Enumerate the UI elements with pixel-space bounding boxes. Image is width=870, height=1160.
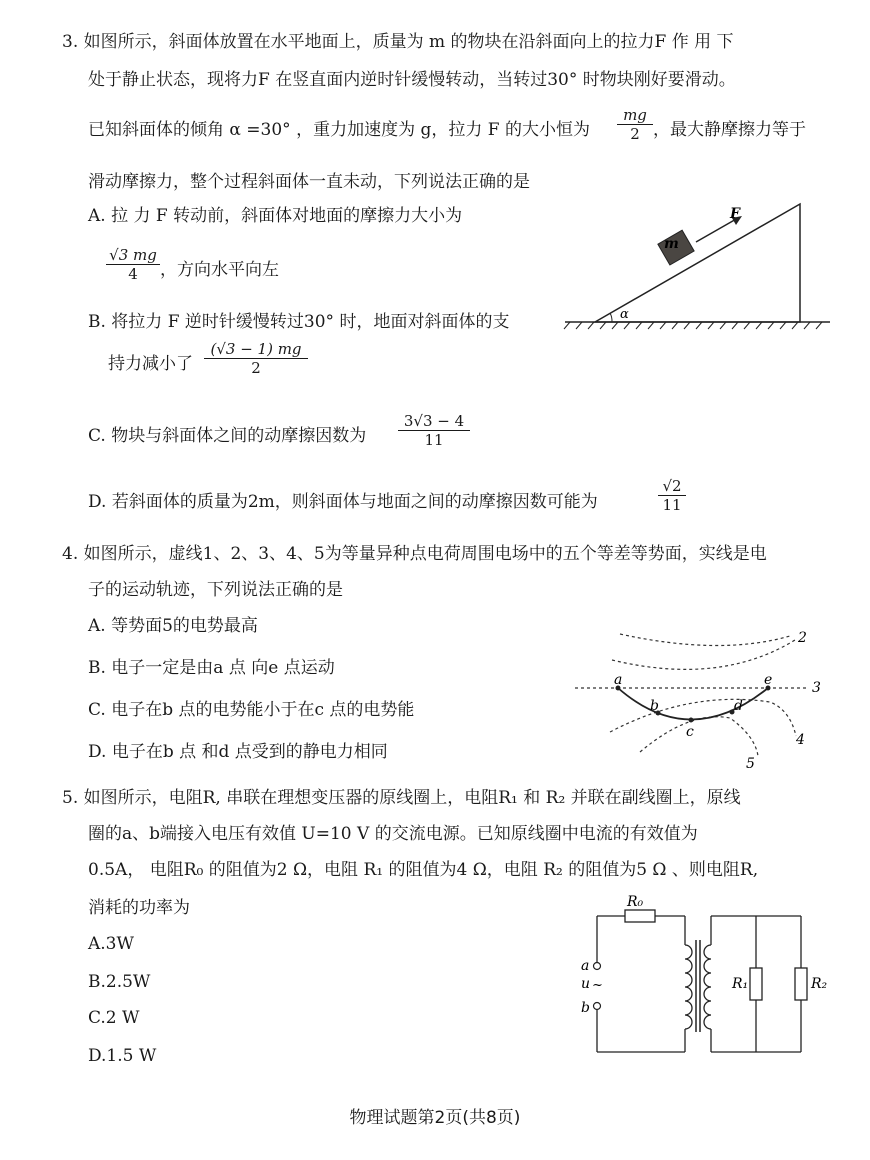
angle-label: α <box>620 307 629 322</box>
mass-label: m <box>664 236 679 252</box>
q3-option-d-fraction: $\frac{√2}{11}$ <box>658 477 686 514</box>
label-b: b <box>581 1000 590 1016</box>
terminal-b <box>594 1003 601 1010</box>
force-label: F <box>730 206 740 222</box>
label-r1: R₁ <box>732 976 749 992</box>
q4-stem-line1: 4. 如图所示，虚线1、2、3、4、5为等量异种点电荷周围电场中的五个等差等势面，实线是电 <box>62 544 767 564</box>
label-5: 5 <box>746 756 755 772</box>
q5-stem-line4: 消耗的功率为 <box>88 898 190 918</box>
q4-stem-line2: 子的运动轨迹，下列说法正确的是 <box>88 580 343 600</box>
q3-stem-line3b: ，最大静摩擦力等于 <box>653 120 806 140</box>
page-footer: 物理试题第2页(共8页) <box>349 1108 521 1128</box>
q3-stem-line4: 滑动摩擦力，整个过程斜面体一直未动，下列说法正确的是 <box>88 172 530 192</box>
q3-option-b-line1: B. 将拉力 F 逆时针缓慢转过30° 时，地面对斜面体的支 <box>88 312 510 332</box>
label-r0: R₀ <box>627 894 644 910</box>
label-r2: R₂ <box>811 976 828 992</box>
ground-hatch <box>564 322 822 329</box>
q3-option-a-line2: ，方向水平向左 <box>160 260 279 280</box>
label-b: b <box>650 698 659 714</box>
label-ac: ~ <box>592 978 603 993</box>
q3-option-a-fraction: $\frac{√3 mg}{4}$ <box>106 246 160 283</box>
equipotential-1 <box>620 634 790 646</box>
label-a: a <box>581 958 590 974</box>
q3-stem-line2: 处于静止状态，现将力F 在竖直面内逆时针缓慢转动，当转过30° 时物块刚好要滑动。 <box>88 70 736 90</box>
point-c <box>689 718 694 723</box>
label-u: u <box>581 976 591 992</box>
primary-coil <box>685 945 692 1029</box>
equipotential-5 <box>640 717 758 756</box>
q4-option-b: B. 电子一定是由a 点 向e 点运动 <box>88 658 335 678</box>
q5-circuit-figure <box>575 890 828 1060</box>
q5-stem-line3: 0.5A， 电阻R₀ 的阻值为2 Ω，电阻 R₁ 的阻值为4 Ω，电阻 R₂ 的阻值为5 Ω 、则电阻R, <box>88 860 759 880</box>
q4-option-d: D. 电子在b 点 和d 点受到的静电力相同 <box>88 742 388 762</box>
resistor-r0 <box>625 910 655 922</box>
secondary-coil <box>704 945 711 1029</box>
q4-option-a: A. 等势面5的电势最高 <box>88 616 258 636</box>
q5-option-b: B.2.5W <box>88 972 151 992</box>
q5-option-d: D.1.5 W <box>88 1046 157 1066</box>
q3-option-c: C. 物块与斜面体之间的动摩擦因数为 <box>88 426 367 446</box>
q3-option-b-fraction: $\frac{(√3 - 1) mg}{2}$ <box>204 340 308 377</box>
q3-option-a-line1: A. 拉 力 F 转动前，斜面体对地面的摩擦力大小为 <box>88 206 463 226</box>
label-c: c <box>686 724 694 740</box>
electron-trajectory <box>618 688 768 720</box>
q5-stem-line2: 圈的a、b端接入电压有效值 U=10 V 的交流电源。已知原线圈中电流的有效值为 <box>88 824 698 844</box>
q4-option-c: C. 电子在b 点的电势能小于在c 点的电势能 <box>88 700 415 720</box>
q3-option-b-line2: 持力减小了 <box>108 354 193 374</box>
equipotential-2 <box>612 640 795 669</box>
q3-incline-figure <box>560 196 840 336</box>
terminal-a <box>594 963 601 970</box>
label-3: 3 <box>812 680 821 696</box>
label-d: d <box>734 698 743 714</box>
q4-equipotential-figure <box>570 626 840 776</box>
q3-stem-line3a: 已知斜面体的倾角 α =30° ，重力加速度为 g，拉力 F 的大小恒为 <box>88 120 590 140</box>
incline-body <box>595 204 800 322</box>
label-4: 4 <box>796 732 805 748</box>
q3-option-c-fraction: $\frac{3√3 - 4}{11}$ <box>398 412 470 449</box>
label-a: a <box>614 672 623 688</box>
resistor-r2 <box>795 968 807 1000</box>
q3-force-fraction: $\frac{mg}{2}$ <box>617 106 653 143</box>
label-2: 2 <box>798 630 807 646</box>
angle-arc <box>610 313 612 322</box>
label-e: e <box>764 672 773 688</box>
resistor-r1 <box>750 968 762 1000</box>
q5-option-c: C.2 W <box>88 1008 140 1028</box>
q3-option-d: D. 若斜面体的质量为2m，则斜面体与地面之间的动摩擦因数可能为 <box>88 492 598 512</box>
q3-stem-line1: 3. 如图所示，斜面体放置在水平地面上，质量为 m 的物块在沿斜面向上的拉力F 作 用 下 <box>62 32 734 52</box>
q5-option-a: A.3W <box>88 934 134 954</box>
q5-stem-line1: 5. 如图所示，电阻R, 串联在理想变压器的原线圈上，电阻R₁ 和 R₂ 并联在副线圈上，原线 <box>62 788 741 808</box>
